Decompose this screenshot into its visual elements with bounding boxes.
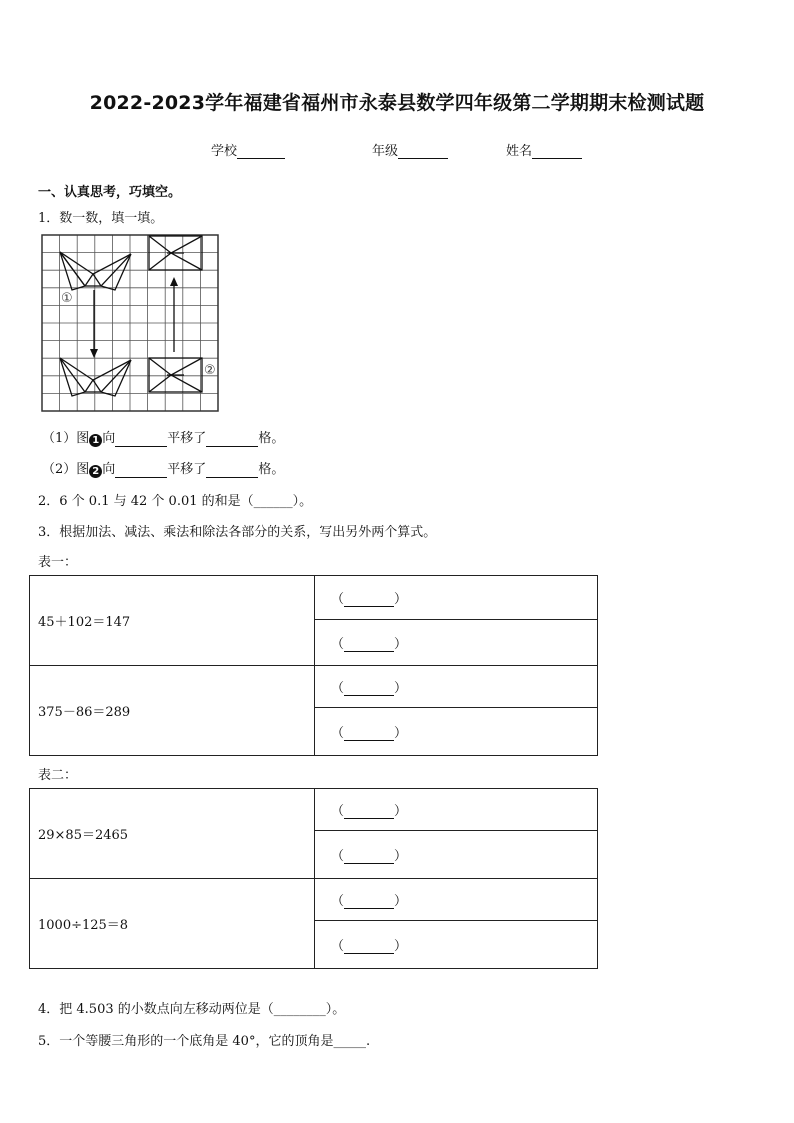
school-blank[interactable] — [237, 144, 285, 159]
question-5: 5．一个等腰三角形的一个底角是 40°，它的顶角是_____. — [38, 1034, 371, 1049]
answer-cell[interactable]: （ ） — [315, 789, 598, 831]
name-label: 姓名 — [506, 144, 533, 159]
sub2-moved: 平移了 — [167, 462, 207, 477]
answer-cell[interactable]: （ ） — [315, 921, 598, 969]
school-field — [211, 140, 285, 159]
answer-cell[interactable]: （ ） — [315, 666, 598, 708]
sub1-dir: 向 — [102, 431, 116, 446]
table-1-equation-2: 375－86＝289 — [30, 666, 315, 756]
table-1-equation-1: 45＋102＝147 — [30, 576, 315, 666]
sub2-direction-blank[interactable] — [115, 463, 167, 478]
school-label: 学校 — [211, 144, 238, 159]
answer-cell[interactable]: （ ） — [315, 576, 598, 620]
sub1-end: 格。 — [258, 431, 285, 446]
down-arrow-head — [90, 349, 98, 358]
answer-cell[interactable]: （ ） — [315, 708, 598, 756]
table-2-equation-2: 1000÷125＝8 — [30, 879, 315, 969]
sub2-count-blank[interactable] — [206, 463, 258, 478]
answer-cell[interactable]: （ ） — [315, 879, 598, 921]
sub1-moved: 平移了 — [167, 431, 207, 446]
table-2 — [29, 788, 598, 969]
sub1-prefix: （1）图 — [42, 431, 90, 446]
answer-cell[interactable]: （ ） — [315, 831, 598, 879]
up-arrow-head — [170, 277, 178, 286]
grade-label: 年级 — [372, 144, 399, 159]
section-heading: 一、认真思考，巧填空。 — [38, 185, 182, 200]
sub2-end: 格。 — [258, 462, 285, 477]
question-1: 1．数一数，填一填。 — [38, 211, 164, 226]
question-1-sub-2 — [42, 458, 284, 478]
figure-1-wing-left-outer — [60, 252, 85, 286]
table-1 — [29, 575, 598, 756]
sub2-prefix: （2）图 — [42, 462, 90, 477]
sub2-dir: 向 — [102, 462, 116, 477]
name-field — [506, 140, 582, 159]
figure-1-wing-right — [101, 254, 131, 290]
figure-2-badge: 2 — [89, 465, 102, 478]
table-2-equation-1: 29×85＝2465 — [30, 789, 315, 879]
grid-figure — [41, 234, 221, 414]
question-3: 3．根据加法、减法、乘法和除法各部分的关系，写出另外两个算式。 — [38, 525, 437, 540]
table-2-label: 表二： — [38, 768, 78, 783]
figure-1-badge: 1 — [89, 434, 102, 447]
question-2: 2．6 个 0.1 与 42 个 0.01 的和是（______）。 — [38, 494, 313, 509]
page-title: 2022-2023学年福建省福州市永泰县数学四年级第二学期期末检测试题 — [89, 92, 705, 114]
sub1-direction-blank[interactable] — [115, 432, 167, 447]
figure-1b-wing-left — [60, 358, 85, 396]
table-1-label: 表一： — [38, 555, 78, 570]
sub1-count-blank[interactable] — [206, 432, 258, 447]
figure-2-label: ② — [204, 363, 216, 378]
answer-cell[interactable]: （ ） — [315, 620, 598, 666]
question-4: 4．把 4.503 的小数点向左移动两位是（________）。 — [38, 1002, 346, 1017]
grade-blank[interactable] — [398, 144, 448, 159]
grade-field — [372, 140, 448, 159]
name-blank[interactable] — [532, 144, 582, 159]
question-1-sub-1 — [42, 427, 284, 447]
figure-1-label: ① — [61, 291, 73, 306]
figure-1b-wing-right — [101, 360, 131, 396]
